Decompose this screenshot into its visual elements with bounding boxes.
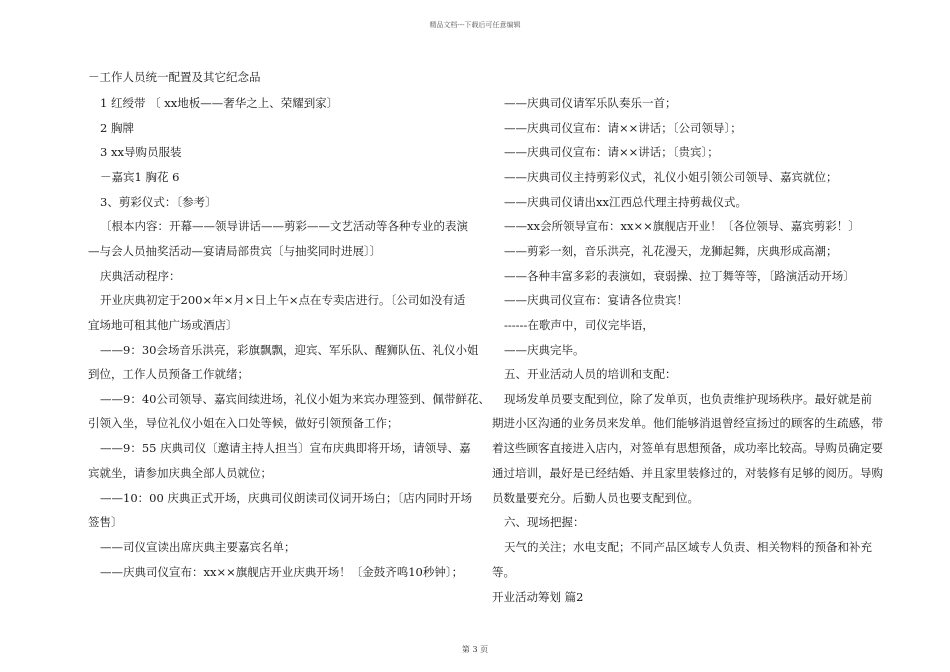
text-line: ——庆典司仪请军乐队奏乐一首；: [504, 96, 677, 110]
text-line: 天气的关注；水电支配；不同产品区域专人负责、相关物料的预备和补充: [504, 540, 872, 554]
subtitle: 开业活动筹划 篇2: [492, 590, 584, 604]
text-line: 宜场地可租其他广场或酒店〕: [88, 318, 238, 332]
text-line: ——庆典司仪宣布：请××讲话；〔公司领导〕；: [504, 121, 742, 135]
text-line: ------在歌声中，司仪完毕语，: [504, 318, 654, 332]
text-line: 1 红绶带 〔 xx地板——奢华之上、荣耀到家〕: [100, 96, 339, 110]
text-line: －工作人员统一配置及其它纪念品: [88, 70, 261, 84]
text-line: ——9：55 庆典司仪〔邀请主持人担当〕宣布庆典即将开场，请领导、嘉: [100, 441, 471, 455]
text-line: 〔根本内容：开幕——领导讲话——剪彩——文艺活动等各种专业的表演: [100, 219, 468, 233]
text-line: 庆典活动程序：: [100, 269, 181, 283]
text-line: ——剪彩一刻，音乐洪亮，礼花漫天，龙狮起舞，庆典形成高潮；: [504, 244, 838, 258]
text-line: 引领入坐，导位礼仪小姐在入口处等候，做好引领预备工作；: [88, 416, 399, 430]
text-line: ——庆典司仪请出xx江西总代理主持剪裁仪式。: [504, 195, 747, 209]
text-line: 2 胸牌: [100, 121, 134, 135]
text-line: ——庆典司仪主持剪彩仪式，礼仪小姐引领公司领导、嘉宾就位；: [504, 170, 838, 184]
text-line: 着这些顾客直接进入店内，对签单有思想预备，成功率比较高。导购员确定要: [492, 441, 883, 455]
text-line: ——10：00 庆典正式开场，庆典司仪朗读司仪词开场白；〔店内同时开场: [100, 491, 473, 505]
text-line: ——庆典完毕。: [504, 343, 585, 357]
section-heading: 五、开业活动人员的培训和支配：: [504, 367, 677, 381]
text-line: －嘉宾1 胸花 6: [100, 170, 180, 184]
text-line: ——9：30会场音乐洪亮，彩旗飘飘，迎宾、军乐队、醒狮队伍、礼仪小姐: [100, 343, 479, 357]
text-line: 3 xx导购员服装: [100, 145, 182, 159]
text-line: 签售〕: [88, 515, 123, 529]
section-heading: 六、现场把握：: [504, 515, 585, 529]
text-line: 开业庆典初定于200×年×月×日上午×点在专卖店进行。〔公司如没有适: [100, 293, 466, 307]
text-line: —与会人员抽奖活动—宴请局部贵宾〔与抽奖同时进展〕〕: [88, 244, 382, 258]
page-number: 第 3 页: [461, 645, 489, 654]
text-line: ——xx会所领导宣布：xx××旗舰店开业！〔各位领导、嘉宾剪彩！〕: [504, 219, 860, 233]
text-line: 员数量要充分。后勤人员也要支配到位。: [492, 491, 699, 505]
text-line: 等。: [492, 565, 515, 579]
text-line: ——庆典司仪宣布：xx××旗舰店开业庆典开场！〔金鼓齐鸣10秒钟〕；: [100, 565, 464, 579]
text-line: ——各种丰富多彩的表演如，衰弱操、拉丁舞等等，〔路演活动开场〕: [504, 269, 855, 283]
text-line: 到位，工作人员预备工作就绪；: [88, 367, 249, 381]
text-line: ——司仪宣读出席庆典主要嘉宾名单；: [100, 540, 296, 554]
text-line: 宾就坐，请参加庆典全部人员就位；: [88, 466, 272, 480]
text-line: 通过培训，最好是已经结婚、并且家里装修过的，对装修有足够的阅历。导购: [492, 466, 883, 480]
text-line: 3、剪彩仪式：〔参考〕: [100, 195, 217, 209]
text-line: 现场发单员要支配到位，除了发单页，也负责维护现场秩序。最好就是前: [504, 392, 872, 406]
text-line: ——庆典司仪宣布：宴请各位贵宾！: [504, 293, 688, 307]
text-line: ——庆典司仪宣布：请××讲话；〔贵宾〕；: [504, 145, 719, 159]
page-header: 精品文档---下载后可任意编辑: [429, 21, 521, 29]
text-line: ——9：40公司领导、嘉宾间续进场，礼仪小姐为来宾办理签到、佩带鲜花、: [100, 392, 490, 406]
text-line: 期进小区沟通的业务员来发单。他们能够消退曾经宣扬过的顾客的生疏感，带: [492, 416, 883, 430]
